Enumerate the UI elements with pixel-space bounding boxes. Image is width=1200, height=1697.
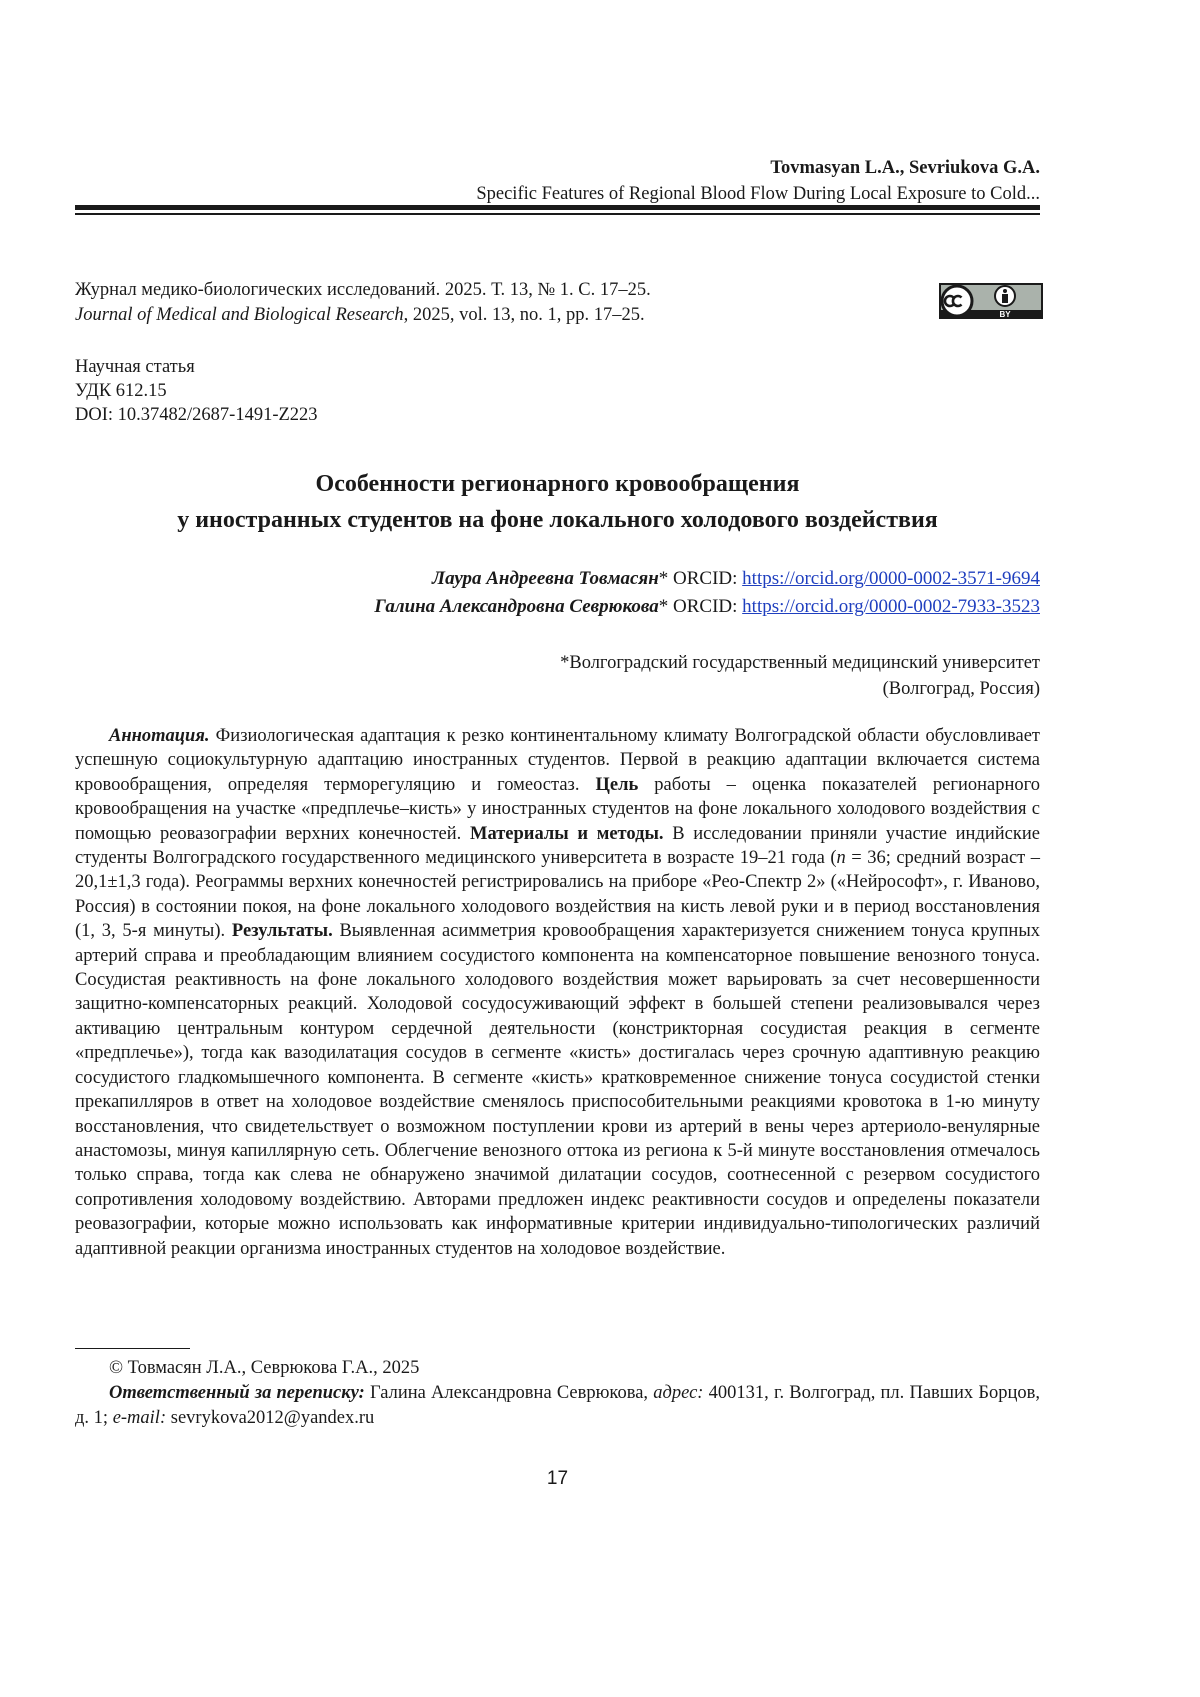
citation-en	[75, 303, 905, 328]
article-doi: DOI: 10.37482/2687-1491-Z223	[75, 405, 318, 425]
author-2-orcid-link[interactable]: https://orcid.org/0000-0002-7933-3523	[742, 596, 1040, 617]
abstract-results-label: Результаты.	[231, 921, 333, 942]
corr-label: Ответственный за переписку:	[109, 1383, 365, 1403]
running-header	[476, 155, 1040, 207]
footnote-copyright: © Товмасян Л.А., Севрюкова Г.А., 2025	[109, 1358, 420, 1378]
abstract-paragraph	[75, 724, 1040, 1261]
email-text: sevrykova2012@yandex.ru	[166, 1408, 375, 1428]
abstract-methods-a: В исследовании приняли участие индийские студенты Волгоградского государственного медицинского университета в возрасте 19–21 года (	[75, 823, 1040, 869]
citation-ru: Журнал медико-биологических исследований. 2025. Т. 13, № 1. С. 17–25.	[75, 280, 651, 300]
citation-block	[75, 278, 905, 328]
affiliation-line-1: *Волгоградский государственный медицинский университет	[560, 653, 1040, 673]
author-2-orcid-label: * ORCID:	[658, 596, 743, 617]
abstract	[75, 724, 1040, 1261]
article-title-line-2: у иностранных студентов на фоне локального холодового воздействия	[177, 507, 938, 533]
affiliation	[560, 650, 1040, 702]
running-header-authors: Tovmasyan L.A., Sevriukova G.A.	[770, 158, 1040, 178]
cc-by-label: BY	[999, 310, 1011, 319]
abstract-methods-b: = 36; средний возраст – 20,1±1,3 года). Реограммы верхних конечностей регистрировались на приборе «Рео-Спектр 2» («Нейрософт», г. Иваново, Россия) в состоянии покоя, на фоне локального холодового воздействия на кисть левой руки и в период восстановления (1, 3, 5-я минуты).	[75, 848, 1040, 942]
abstract-results: Выявленная асимметрия кровообращения характеризуется снижением тонуса крупных артерий справа и преобладающим влиянием сосудистого компонента на компенсаторное повышение венозного тонуса. Сосудистая реактивность на фоне локального холодового воздействия может варьировать за счет несовершенности защитно-компенсаторных реакций. Холодовой сосудосуживающий эффект в большей степени реализовывался через активацию центральным контуром сердечной деятельности (констрикторная сосудистая реакция в сегменте «предплечье»), тогда как вазодилатация сосудов в сегменте «кисть» достигалась через срочную адаптивную реакцию сосудистого гладкомышечного компонента. В сегменте «кисть» кратковременное снижение тонуса сосудистой стенки прекапилляров в ответ на холодовое воздействие сменялось приспособительными реакциями кровотока в 1-ю минуту восстановления, что свидетельствует о возможном поступлении крови из артерий в вены через артериоло-венулярные анастомозы, минуя капиллярную сеть. Облегчение венозного оттока из региона к 5-й минуте восстановления отмечалось только справа, тогда как слева не обнаружено значимой дилатации сосудов, соотнесенной с резервом сосудистого сопротивления холодовому воздействию. Авторами предложен индекс реактивности сосудов и определены показатели реовазографии, которые можно использовать как информативные критерии индивидуально-типологических различий адаптивной реакции организма иностранных студентов на холодовое воздействие.	[75, 921, 1040, 1259]
running-header-title: Specific Features of Regional Blood Flow During Local Exposure to Cold...	[476, 184, 1040, 204]
email-label: e-mail:	[112, 1408, 167, 1428]
author-1	[374, 565, 1040, 593]
article-title	[75, 466, 1040, 538]
article-title-line-1: Особенности регионарного кровообращения	[315, 471, 800, 497]
footnote	[75, 1356, 1040, 1431]
abstract-methods-label: Материалы и методы.	[469, 823, 664, 844]
header-rule-thin	[75, 213, 1040, 215]
abstract-intro: Физиологическая адаптация к резко континентальному климату Волгоградской области обусловливает успешную социокультурную адаптацию иностранных студентов. Первой в реакцию адаптации включается система кровообращения, определяя терморегуляцию и гомеостаз.	[75, 726, 1040, 795]
authors-block	[374, 565, 1040, 621]
footnote-correspondence	[75, 1381, 1040, 1431]
footnote-rule	[75, 1348, 190, 1349]
article-type: Научная статья	[75, 357, 195, 377]
citation-en-journal: Journal of Medical and Biological Research	[75, 305, 404, 325]
abstract-goal-label: Цель	[595, 774, 639, 795]
author-1-name: Лаура Андреевна Товмасян	[432, 568, 659, 589]
article-meta	[75, 355, 318, 427]
author-1-orcid-label: * ORCID:	[658, 568, 743, 589]
addr-label: адрес:	[653, 1383, 704, 1403]
author-1-orcid-link[interactable]: https://orcid.org/0000-0002-3571-9694	[742, 568, 1040, 589]
author-2-name: Галина Александровна Севрюкова	[374, 596, 659, 617]
corr-name: Галина Александровна Севрюкова,	[364, 1383, 654, 1403]
page-number: 17	[546, 1468, 569, 1489]
header-rule-thick	[75, 205, 1040, 210]
article-udc: УДК 612.15	[75, 381, 167, 401]
addr-text: 400131, г. Волгоград, пл. Павших Борцов, д. 1;	[75, 1383, 1041, 1428]
author-2	[374, 593, 1040, 621]
abstract-methods-n: n	[836, 848, 846, 869]
abstract-goal: работы – оценка показателей регионарного кровообращения на участке «предплечье–кисть» у иностранных студентов на фоне локального холодового воздействия с помощью реовазографии верхних конечностей.	[75, 774, 1040, 844]
abstract-label: Аннотация.	[109, 726, 210, 746]
affiliation-line-2: (Волгоград, Россия)	[882, 679, 1040, 699]
citation-en-rest: , 2025, vol. 13, no. 1, pp. 17–25.	[403, 305, 645, 325]
cc-by-icon[interactable]	[939, 283, 1043, 319]
